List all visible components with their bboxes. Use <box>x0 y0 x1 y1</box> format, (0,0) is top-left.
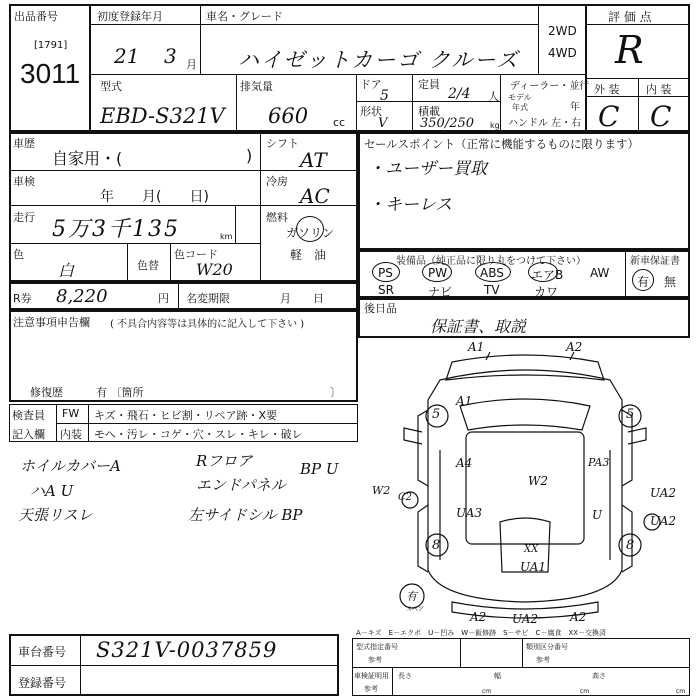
equip-abs: ABS <box>480 266 504 280</box>
month-unit: 月 <box>186 58 197 71</box>
history-close: ) <box>246 146 253 165</box>
inspector-note-2: ハA U <box>30 482 74 500</box>
legend-width: 幅 <box>494 672 501 680</box>
inspector-note-5: エンドパネル <box>196 476 286 494</box>
mark-spare-label: スペア <box>406 606 425 613</box>
inspector-note-7: 左サイドシル BP <box>188 506 303 524</box>
repair-value: 有 〔箇所 <box>96 386 144 399</box>
shift-label: シフト <box>266 137 299 150</box>
warranty-no: 無 <box>664 275 677 289</box>
equip-tv: TV <box>484 283 500 297</box>
first-reg-month: 3 <box>164 44 177 68</box>
drive-2wd: 2WD <box>548 24 577 38</box>
inspector-label2: 記入欄 <box>12 428 45 441</box>
lot-label: 出品番号 <box>14 10 58 23</box>
fuel-label: 燃料 <box>266 211 288 224</box>
name-change-value: 月 日 <box>280 292 324 305</box>
legend-type-designation: 型式指定番号 <box>356 643 398 651</box>
equip-ps-circle <box>372 262 400 282</box>
year-unit: 年 <box>570 102 580 113</box>
mark-u-right: U <box>592 508 603 522</box>
mark-ua2-right: UA2 <box>650 486 677 500</box>
first-reg-label: 初度登録年月 <box>97 10 163 23</box>
model-value: EBD-S321V <box>100 104 225 128</box>
first-reg-year: 21 <box>114 44 140 68</box>
yen-unit: 円 <box>158 292 169 305</box>
exterior-label: 外 装 <box>594 83 620 96</box>
mark-eight-left: 8 <box>432 538 441 553</box>
equipment-label: 装備品（純正品に限り丸をつけて下さい） <box>396 256 586 267</box>
equip-airbag-circle <box>528 262 558 282</box>
load-label: 積載 <box>418 105 440 118</box>
km-unit: km <box>220 232 233 241</box>
name-change-label: 名変期限 <box>186 292 230 305</box>
equip-ps: PS <box>378 266 393 280</box>
mileage-value: 5万3千135 <box>52 217 180 242</box>
color-code-value: W20 <box>196 260 233 279</box>
doors-value: 5 <box>380 88 389 104</box>
score-value: R <box>615 28 644 72</box>
history-label: 車歴 <box>13 137 35 150</box>
later-value: 保証書、取説 <box>430 317 527 336</box>
recycle-label: R券 <box>13 292 32 305</box>
handle-label: ハンドル 左・右 <box>508 118 582 129</box>
ac-value: AC <box>300 184 330 208</box>
equip-airbag: エアB <box>531 268 564 282</box>
interior-items-label: 内装 <box>60 428 82 441</box>
fuel-diesel: 軽 油 <box>290 248 327 262</box>
repair-close: 〕 <box>330 386 341 399</box>
legend-cm-2: cm <box>580 688 590 695</box>
legend-certificate: 車検証明用 <box>354 672 389 680</box>
inspector-note-1: ホイルカバーA <box>20 457 121 475</box>
inspector-note-3: 天張リスレ <box>18 506 93 524</box>
sales-point-2: ・キーレス <box>368 195 453 215</box>
legend-line: A－キズ E－エクボ U－凹み W－鈑修跡 S－サビ C－腐食 XX－交換済 <box>356 629 607 637</box>
ac-label: 冷房 <box>266 175 288 188</box>
color-change-label: 色替 <box>137 259 159 272</box>
shape-label: 形状 <box>360 105 382 118</box>
chassis-label: 車台番号 <box>18 645 67 659</box>
mark-five-right: 5 <box>626 407 635 422</box>
equip-navi: ナビ <box>428 285 453 299</box>
mark-c2: C2 <box>398 492 413 503</box>
inspection-value: 年 月( 日) <box>100 189 209 205</box>
fw-label: FW <box>62 407 80 420</box>
model-year-label1: モデル <box>508 93 532 102</box>
capacity-value: 2/4 <box>448 86 471 102</box>
shape-value: V <box>378 116 388 131</box>
model-label: 型式 <box>100 80 122 93</box>
displacement-unit: cc <box>333 116 346 129</box>
legend-height: 高さ <box>592 672 606 680</box>
legend-cm-1: cm <box>482 688 492 695</box>
legend-cm-3: cm <box>676 688 686 695</box>
color-code-label: 色コード <box>174 248 218 261</box>
legend-ref-3: 参考 <box>364 685 378 693</box>
shift-value: AT <box>300 148 327 172</box>
exterior-grade: C <box>598 100 620 133</box>
load-unit: kg <box>490 121 500 130</box>
mark-ua2-bottom: UA2 <box>512 612 539 626</box>
legend-ref-1: 参考 <box>368 656 382 664</box>
drive-4wd: 4WD <box>548 46 577 60</box>
capacity-label: 定員 <box>418 78 440 91</box>
mark-spare-has: 有 <box>406 590 417 603</box>
door-label: ドア <box>360 78 382 91</box>
interior-grade: C <box>650 100 672 133</box>
mark-a2-top: A2 <box>566 340 583 354</box>
car-name: ハイゼットカーゴ クルーズ <box>238 48 520 72</box>
fuel-gas-circle <box>296 216 324 242</box>
legend-ref-2: 参考 <box>536 656 550 664</box>
color-value: 白 <box>58 261 75 280</box>
mark-a1-roof: A1 <box>456 394 473 408</box>
interior-items: モヘ・汚レ・コゲ・穴・スレ・キレ・破レ <box>94 428 303 441</box>
mark-a4: A4 <box>456 456 473 470</box>
mark-xx: XX <box>524 544 539 555</box>
equip-abs-circle <box>475 262 511 282</box>
dealer-label: ディーラー・並行 <box>510 81 590 92</box>
score-label: 評 価 点 <box>608 10 652 24</box>
fuel-gas: ガソリン <box>286 226 335 240</box>
inspection-label: 車検 <box>13 175 35 188</box>
capacity-unit: 人 <box>488 90 499 103</box>
mark-a2-bottom2: A2 <box>570 610 587 624</box>
reg-label: 登録番号 <box>18 676 67 690</box>
recycle-value: 8,220 <box>56 286 108 307</box>
equip-leather: カワ <box>534 285 559 299</box>
displacement-label: 排気量 <box>240 80 273 93</box>
warranty-label: 新車保証書 <box>630 256 680 267</box>
car-diagram <box>360 340 690 625</box>
inspector-label1: 検査員 <box>12 409 45 422</box>
chassis-value: S321V-0037859 <box>96 638 278 662</box>
warranty-circle <box>632 269 654 291</box>
fw-items: キズ・飛石・ヒビ割・リペア跡・X要 <box>94 409 278 422</box>
equip-aw: AW <box>590 266 610 280</box>
legend-class-number: 類別区分番号 <box>526 643 568 651</box>
name-label: 車名・グレード <box>206 10 283 23</box>
sales-label: セールスポイント（正常に機能するものに限ります） <box>364 137 639 151</box>
mark-w2-roof: W2 <box>528 474 548 488</box>
later-label: 後日品 <box>364 302 397 315</box>
mark-pa3: PA3 <box>588 456 610 469</box>
mark-eight-right: 8 <box>626 538 635 553</box>
history-value: 自家用・( <box>52 149 123 168</box>
mark-ua1: UA1 <box>520 560 547 574</box>
inspector-note-6: BP U <box>300 460 339 478</box>
model-year-label2: 年式 <box>512 103 528 112</box>
load-value: 350/250 <box>420 116 475 131</box>
warranty-yes: 有 <box>637 275 650 289</box>
mark-five-left: 5 <box>432 407 441 422</box>
equip-pw: PW <box>428 266 448 280</box>
equip-sr: SR <box>378 283 394 297</box>
mileage-label: 走行 <box>13 211 35 224</box>
notes-label: 注意事項申告欄 <box>13 316 90 329</box>
sales-point-1: ・ユーザー買取 <box>368 159 487 179</box>
notes-hint: ( 不具合内容等は具体的に記入して下さい ) <box>110 319 305 330</box>
mark-ua3: UA3 <box>456 506 483 520</box>
interior-label: 内 装 <box>646 83 672 96</box>
mark-a1-top: A1 <box>468 340 485 354</box>
displacement-value: 660 <box>268 104 309 128</box>
equip-pw-circle <box>422 262 452 282</box>
repair-label: 修復歴 <box>30 386 63 399</box>
lot-sub: [1791] <box>34 40 68 51</box>
color-label: 色 <box>13 248 24 261</box>
lot-number: 3011 <box>20 58 81 89</box>
mark-ua2-right2: UA2 <box>650 514 677 528</box>
mark-w2-side: W2 <box>372 484 391 497</box>
legend-length: 長さ <box>398 672 412 680</box>
mark-a2-bottom1: A2 <box>470 610 487 624</box>
inspector-note-4: Rフロア <box>196 452 253 470</box>
